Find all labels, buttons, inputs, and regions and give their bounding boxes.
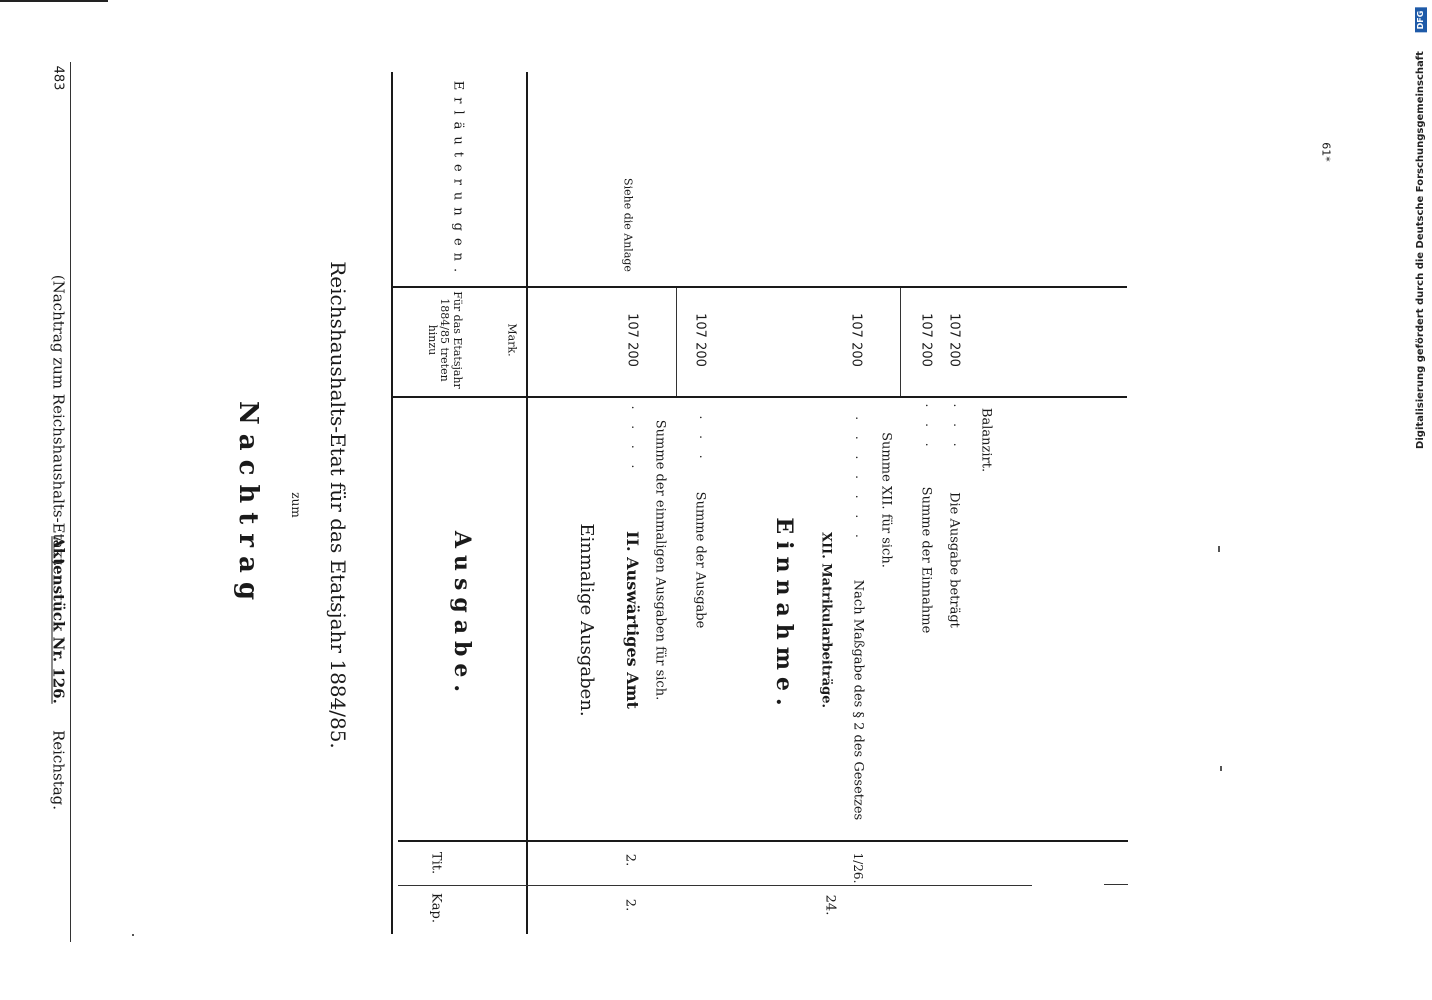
einnahme-total-in-leader: . . . bbox=[923, 403, 937, 453]
einnahme-balance: Balanzirt. bbox=[978, 407, 994, 473]
einnahme-heading: Einnahme. bbox=[771, 517, 797, 713]
einnahme-total-in-amount: 107 200 bbox=[918, 313, 934, 367]
ausgabe-heading: Einmalige Ausgaben. bbox=[576, 523, 597, 717]
document-subtitle: Reichshaushalts-Etat für das Etatsjahr 1884/85. bbox=[326, 261, 350, 749]
header-doc-subject: (Nachtrag zum Reichshaushalts-Etat.) bbox=[49, 274, 68, 566]
einnahme-chapter: XII. Matrikularbeiträge. bbox=[818, 531, 834, 709]
einnahme-tit: 1/26. bbox=[851, 852, 865, 884]
ausgabe-sum-line: Summe der einmaligen Ausgaben für sich. bbox=[652, 419, 668, 701]
sheet-mark: 61* bbox=[1319, 142, 1333, 162]
kap-tit-divider bbox=[398, 885, 1032, 886]
digitization-note: Digitalisierung gefördert durch die Deutsche Forschungsgemeinschaft bbox=[1415, 51, 1426, 449]
ausgabe-total-line: Summe der Ausgabe bbox=[692, 491, 708, 629]
table-header-bottom-rule bbox=[526, 72, 528, 934]
scan-speck bbox=[132, 934, 134, 936]
einnahme-sum-line: Summe XII. für sich. bbox=[878, 432, 894, 568]
ausgabe-total-leader: . . . bbox=[697, 415, 711, 465]
subtotal-column-rule-2 bbox=[900, 288, 901, 396]
col-header-unit: Mark. bbox=[505, 323, 519, 357]
ausgabe-note: Siehe die Anlage bbox=[621, 178, 635, 272]
ausgabe-sum-amount: 107 200 bbox=[624, 313, 640, 367]
header-doc-ref: Aktenstück Nr. 126. bbox=[49, 536, 68, 704]
page-number: 483 bbox=[50, 65, 66, 91]
scan-edge-line bbox=[0, 0, 108, 2]
einnahme-line-leader: . . . . . . . bbox=[853, 416, 867, 544]
notes-column-rule bbox=[391, 286, 1127, 288]
ausgabe-tit: 2. bbox=[622, 853, 638, 867]
col-header-ausgabe: Ausgabe. bbox=[449, 530, 475, 700]
text-column-rule bbox=[398, 840, 1128, 842]
amount-column-rule bbox=[391, 396, 1127, 398]
scan-speck bbox=[1220, 766, 1222, 771]
col-header-notes: Erläuterungen. bbox=[450, 80, 466, 280]
header-body: Reichstag. bbox=[49, 729, 68, 811]
table-frame-left bbox=[391, 72, 393, 934]
header-rule bbox=[70, 62, 71, 942]
scan-speck bbox=[1218, 546, 1220, 552]
einnahme-line: Nach Maßgabe des § 2 des Gesetzes bbox=[850, 579, 866, 821]
document-title: Nachtrag bbox=[233, 400, 263, 610]
einnahme-total-out: Die Ausgabe beträgt bbox=[946, 492, 962, 628]
dfg-logo: DFG bbox=[1415, 8, 1427, 33]
col-header-kap: Kap. bbox=[428, 893, 444, 923]
title-connector: zum bbox=[289, 492, 303, 518]
scan-speck bbox=[1104, 884, 1128, 885]
einnahme-total-in: Summe der Einnahme bbox=[918, 486, 934, 634]
subtotal-column-rule-1 bbox=[676, 288, 677, 396]
einnahme-total-out-amount: 107 200 bbox=[946, 313, 962, 367]
einnahme-line-amount: 107 200 bbox=[848, 313, 864, 367]
einnahme-total-out-leader: . . . bbox=[951, 403, 965, 453]
einnahme-kap: 24. bbox=[822, 894, 838, 916]
ausgabe-chapter-leader: . . . . bbox=[629, 405, 643, 475]
col-header-tit: Tit. bbox=[428, 851, 444, 875]
ausgabe-total-amount: 107 200 bbox=[692, 313, 708, 367]
col-header-amount: Für das Etatsjahr 1884/85 treten hinzu bbox=[425, 291, 464, 389]
ausgabe-kap: 2. bbox=[622, 898, 638, 912]
ausgabe-chapter: II. Auswärtiges Amt bbox=[623, 531, 642, 709]
